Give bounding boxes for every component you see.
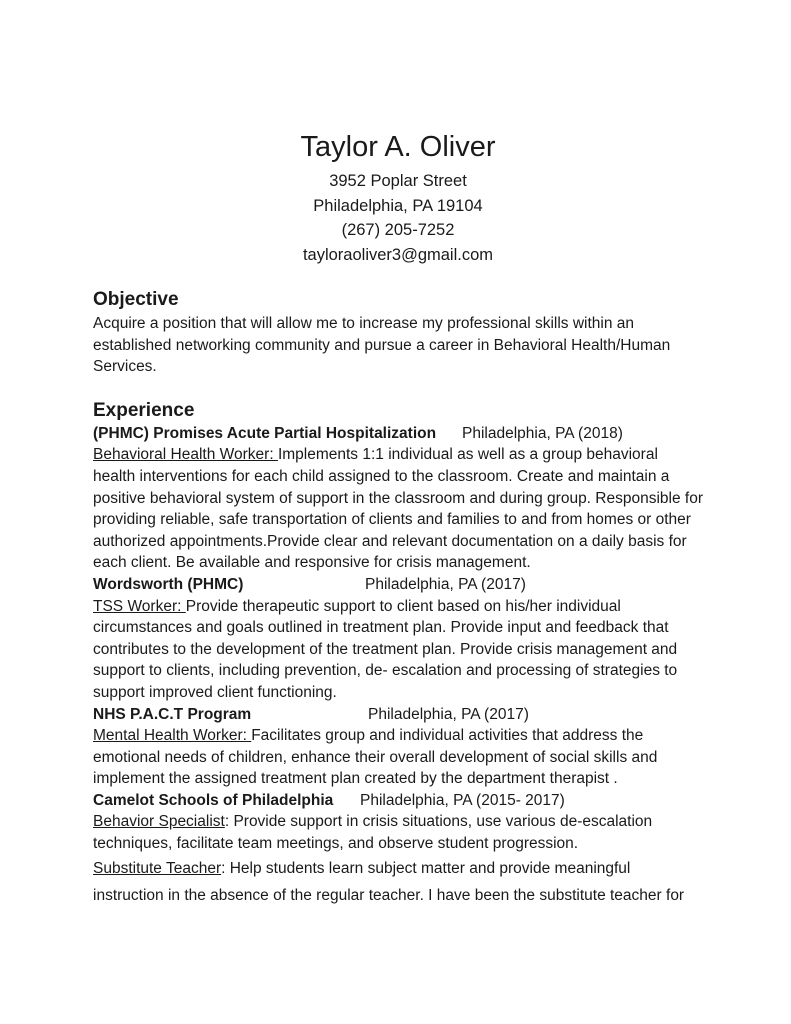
job-entry [93, 574, 703, 704]
job-location: Philadelphia, PA (2017) [368, 705, 529, 723]
job-role-title: Substitute Teacher [93, 859, 222, 877]
job-header [93, 423, 703, 445]
job-role-description: Facilitates group and individual activities that address the emotional needs of children, enhance their overall development of social skills and implement the assigned treatment plan created by the department therapist . [93, 727, 658, 788]
job-entry [93, 423, 703, 574]
objective-heading: Objective [93, 289, 179, 310]
candidate-name: Taylor A. Oliver [300, 131, 496, 163]
experience-section [93, 400, 703, 909]
job-role [93, 596, 703, 704]
job-employer: (PHMC) Promises Acute Partial Hospitalization [93, 424, 437, 442]
job-employer: Wordsworth (PHMC) [93, 575, 244, 593]
job-header [93, 704, 703, 726]
job-role-title: Behavioral Health Worker: [93, 446, 278, 464]
job-employer: NHS P.A.C.T Program [93, 705, 252, 723]
job-role [93, 444, 703, 574]
job-role [93, 811, 703, 854]
job-location: Philadelphia, PA (2015- 2017) [360, 791, 565, 809]
job-role-title: Behavior Specialist [93, 813, 225, 831]
job-entry [93, 790, 703, 909]
job-role-title: Mental Health Worker: [93, 727, 252, 745]
job-role-description: : Help students learn subject matter and provide meaningful instruction in the absence of the regular teacher. I have been the substitute teacher for [93, 859, 685, 904]
job-role-description: : Provide support in crisis situations, use various de-escalation techniques, facilitate team meetings, and observe student progression. [93, 813, 653, 853]
objective-section [93, 289, 703, 378]
address-street: 3952 Poplar Street [329, 172, 467, 190]
resume-header [93, 130, 703, 267]
email-address: tayloraoliver3@gmail.com [302, 245, 494, 264]
job-employer: Camelot Schools of Philadelphia [93, 791, 334, 809]
job-header [93, 790, 703, 812]
job-role [93, 725, 703, 790]
job-role-description: Implements 1:1 individual as well as a group behavioral health interventions for each child assigned to the classroom. Create and maintain a positive behavioral system of support in the classroom and during group. Responsible for providing reliable, safe transportation of clients and families to and from homes or other authorized appointments.Provide clear and relevant documentation on a daily basis for each client. Be available and responsive for crisis management. [93, 446, 703, 572]
address-city-state-zip: Philadelphia, PA 19104 [313, 196, 483, 215]
job-role-title: TSS Worker: [93, 597, 186, 615]
job-role [93, 855, 703, 909]
job-location: Philadelphia, PA (2018) [462, 424, 623, 442]
job-role-description: Provide therapeutic support to client based on his/her individual circumstances and goals outlined in treatment plan. Provide input and feedback that contributes to the development of the treatment plan. Provide crisis management and support to clients, including prevention, de- escalation and processing of strategies to support improved client functioning. [93, 597, 678, 701]
phone-number: (267) 205-7252 [341, 221, 455, 239]
job-location: Philadelphia, PA (2017) [365, 575, 526, 593]
job-header [93, 574, 703, 596]
experience-heading: Experience [93, 399, 195, 421]
job-entry [93, 704, 703, 790]
objective-text: Acquire a position that will allow me to increase my professional skills within an established networking community and pursue a career in Behavioral Health/Human Services. [93, 315, 671, 376]
